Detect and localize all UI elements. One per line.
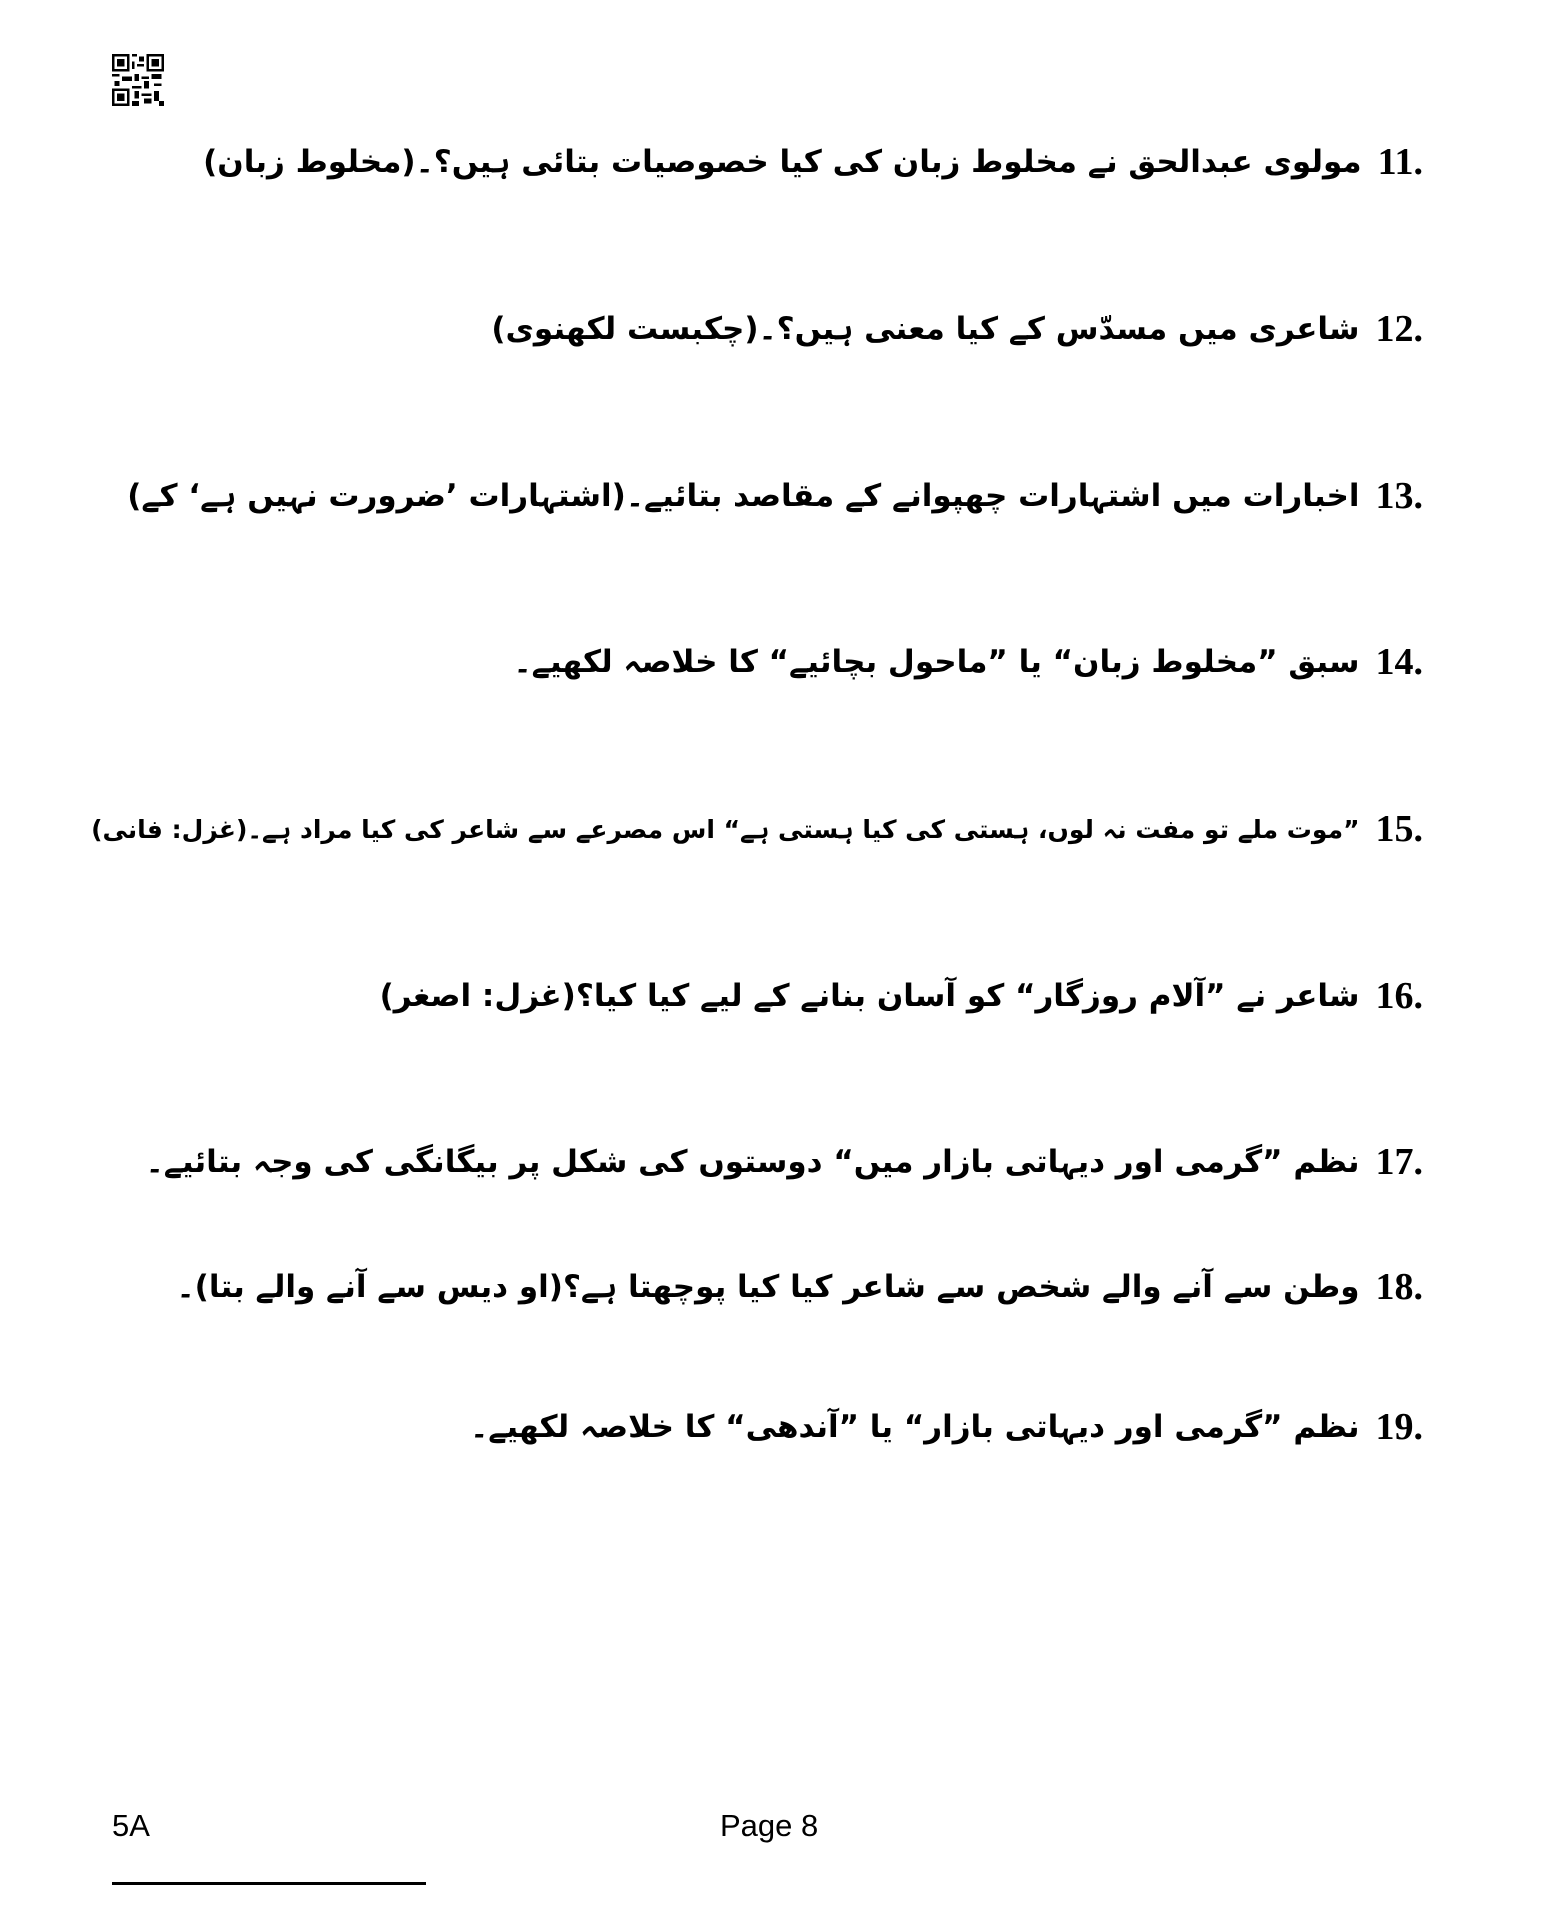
question-item — [470, 1405, 1423, 1449]
question-number: 11. — [1377, 141, 1423, 183]
question-item — [380, 974, 1423, 1018]
footer-divider — [112, 1882, 426, 1885]
question-number: 12. — [1375, 308, 1423, 350]
question-item — [91, 807, 1423, 851]
question-text: وطن سے آنے والے شخص سے شاعر کیا کیا پوچھتا ہے؟(او دیس سے آنے والے بتا)۔ — [176, 1269, 1360, 1305]
question-number: 16. — [1375, 975, 1423, 1017]
question-text: سبق ”مخلوط زبان“ یا ”ماحول بچائیے“ کا خلاصہ لکھیے۔ — [513, 644, 1360, 680]
page-number: Page 8 — [720, 1808, 819, 1843]
paper-code: 5A — [112, 1808, 150, 1843]
question-text: مولوی عبدالحق نے مخلوط زبان کی کیا خصوصیات بتائی ہیں؟۔(مخلوط زبان) — [203, 144, 1362, 180]
question-item — [127, 474, 1423, 518]
question-number: 13. — [1375, 475, 1423, 517]
question-text: نظم ”گرمی اور دیہاتی بازار“ یا ”آندھی“ کا خلاصہ لکھیے۔ — [470, 1409, 1360, 1445]
question-text: اخبارات میں اشتہارات چھپوانے کے مقاصد بتائیے۔(اشتہارات ’ضرورت نہیں ہے‘ کے) — [127, 478, 1360, 514]
question-number: 17. — [1375, 1141, 1423, 1183]
question-item — [203, 140, 1423, 184]
question-number: 18. — [1375, 1266, 1423, 1308]
question-number: 19. — [1375, 1406, 1423, 1448]
question-item — [514, 640, 1423, 684]
question-text: ”موت ملے تو مفت نہ لوں، ہستی کی کیا ہستی ہے“ اس مصرعے سے شاعر کی کیا مراد ہے۔(غزل: فانی) — [91, 814, 1360, 844]
question-number: 15. — [1375, 808, 1423, 850]
question-text: شاعر نے ”آلام روزگار“ کو آسان بنانے کے لیے کیا کیا؟(غزل: اصغر) — [379, 978, 1360, 1014]
question-item — [177, 1265, 1424, 1309]
question-item — [491, 307, 1423, 351]
question-item — [146, 1140, 1423, 1184]
question-text: نظم ”گرمی اور دیہاتی بازار میں“ دوستوں کی شکل پر بیگانگی کی وجہ بتائیے۔ — [145, 1144, 1360, 1180]
question-text: شاعری میں مسدّس کے کیا معنی ہیں؟۔(چکبست لکھنوی) — [491, 311, 1360, 347]
question-number: 14. — [1375, 641, 1423, 683]
